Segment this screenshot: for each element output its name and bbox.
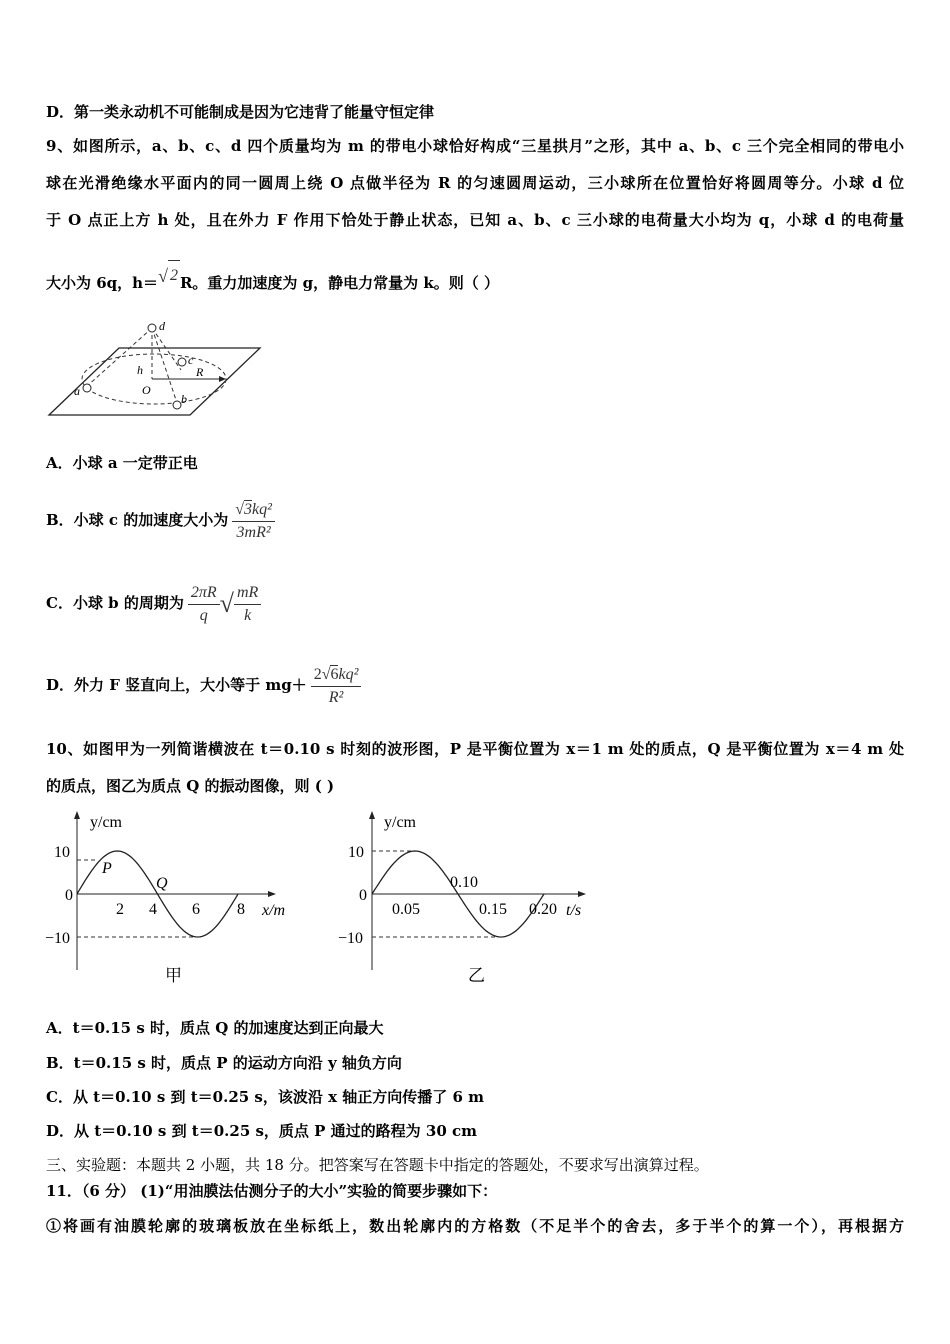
q9-option-b	[46, 495, 275, 545]
q11-intro: 11．（6 分） (1)“用油膜法估测分子的大小”实验的简要步骤如下：	[46, 1182, 498, 1200]
x-tick-2: 2	[116, 901, 124, 918]
q10-option-c: C．从 t＝0.10 s 到 t＝0.25 s，该波沿 x 轴正方向传播了 6 m	[46, 1088, 485, 1106]
graph-caption-jia: 甲	[165, 966, 182, 985]
q8-option-d: D．第一类永动机不可能制成是因为它违背了能量守恒定律	[46, 103, 435, 121]
d-num-rest: kq²	[338, 665, 359, 683]
y-tick-0: 0	[359, 887, 367, 904]
q10-line-1: 10、如图甲为一列简谐横波在 t＝0.10 s 时刻的波形图，P 是平衡位置为 x＝1 m 处的质点，Q 是平衡位置为 x＝4 m 处	[46, 740, 904, 758]
label-o: O	[142, 383, 151, 397]
q9-line4-prefix: 大小为 6q，h＝	[46, 274, 159, 292]
c-num: 2πR	[188, 582, 220, 605]
point-p-label: P	[102, 860, 112, 877]
label-d: d	[159, 319, 165, 333]
q10-line-2: 的质点，图乙为质点 Q 的振动图像，则 ( )	[46, 777, 335, 795]
b-den: 3mR²	[236, 523, 271, 541]
q9-option-d	[46, 660, 361, 710]
y-axis-label: y/cm	[90, 814, 122, 831]
label-h: h	[137, 363, 143, 377]
option-c-sqrt-fraction	[234, 582, 261, 627]
q9-line4-suffix: R。重力加速度为 g，静电力常量为 k。则（ ）	[179, 274, 499, 292]
label-a: a	[74, 384, 80, 398]
option-d-fraction: $\frac{\text{2√6kq²}}{\text{R²}}$	[311, 664, 362, 709]
q11-step-1: ①将画有油膜轮廓的玻璃板放在坐标纸上，数出轮廓内的方格数（不足半个的舍去，多于半个的算一个），再根据方	[46, 1217, 904, 1235]
x-tick-6: 6	[192, 901, 200, 918]
point-q-label: Q	[156, 875, 168, 892]
wave-graph-jia	[40, 805, 310, 990]
d-num-pre: 2	[313, 665, 322, 683]
label-r: R	[196, 365, 204, 379]
x-tick-0.05: 0.05	[392, 901, 420, 918]
c-sqrt-den: k	[244, 606, 252, 624]
q9-option-a: A．小球 a 一定带正电	[46, 454, 198, 472]
y-tick-10: 10	[348, 844, 364, 861]
sqrt-sign: √	[158, 266, 168, 286]
q10-option-a: A．t＝0.15 s 时，质点 Q 的加速度达到正向最大	[46, 1019, 384, 1037]
d-den: R²	[328, 688, 344, 706]
y-axis-label: y/cm	[384, 814, 416, 831]
label-b: b	[181, 392, 187, 406]
c-den: q	[199, 606, 208, 624]
q10-option-d: D．从 t＝0.10 s 到 t＝0.25 s，质点 P 通过的路程为 30 cm	[46, 1122, 477, 1140]
y-tick-minus-10: −10	[338, 930, 364, 947]
option-d-text: D．外力 F 竖直向上，大小等于 mg＋	[46, 676, 307, 694]
vibration-graph-yi	[320, 805, 600, 990]
c-sqrt-num: mR	[234, 582, 261, 605]
label-c: c	[188, 353, 194, 367]
b-num-sqrt: 3	[244, 500, 253, 518]
x-tick-0.15: 0.15	[479, 901, 507, 918]
q10-option-b: B．t＝0.15 s 时，质点 P 的运动方向沿 y 轴负方向	[46, 1054, 402, 1072]
x-tick-0.20: 0.20	[529, 901, 557, 918]
graph-caption-yi: 乙	[468, 966, 485, 985]
q9-line-4	[46, 268, 499, 299]
option-b-text: B．小球 c 的加速度大小为	[46, 511, 229, 529]
sqrt-sign: √	[219, 589, 234, 618]
x-tick-8: 8	[237, 901, 245, 918]
d-num-sqrt: 6	[330, 665, 339, 683]
sqrt-value: 2	[168, 260, 180, 291]
y-tick-0: 0	[65, 887, 73, 904]
x-axis-label: t/s	[566, 902, 582, 919]
option-b-fraction: $\frac{\text{√3kq²}}{\text{3mR²}}$	[232, 499, 275, 544]
option-c-fraction	[188, 582, 220, 627]
q9-line-2: 球在光滑绝缘水平面内的同一圆周上绕 O 点做半径为 R 的匀速圆周运动，三小球所在位置恰好将圆周等分。小球 d 位	[46, 174, 904, 192]
y-tick-minus-10: −10	[45, 930, 71, 947]
q9-line-3: 于 O 点正上方 h 处，且在外力 F 作用下恰处于静止状态，已知 a、b、c 三小球的电荷量大小均为 q，小球 d 的电荷量	[46, 211, 904, 229]
x-axis-label: x/m	[262, 902, 286, 919]
x-tick-4: 4	[149, 901, 157, 918]
q9-line-1: 9、如图所示，a、b、c、d 四个质量均为 m 的带电小球恰好构成“三星拱月”之形，其中 a、b、c 三个完全相同的带电小	[46, 137, 904, 155]
x-tick-0.10: 0.10	[450, 874, 478, 891]
q9-figure	[44, 318, 264, 418]
option-c-text: C．小球 b 的周期为	[46, 594, 184, 612]
q9-option-c	[46, 578, 261, 629]
section-3-heading: 三、实验题：本题共 2 小题，共 18 分。把答案写在答题卡中指定的答题处，不要求写出演算过程。	[46, 1156, 709, 1174]
y-tick-10: 10	[54, 844, 70, 861]
b-num-rest: kq²	[252, 500, 272, 518]
